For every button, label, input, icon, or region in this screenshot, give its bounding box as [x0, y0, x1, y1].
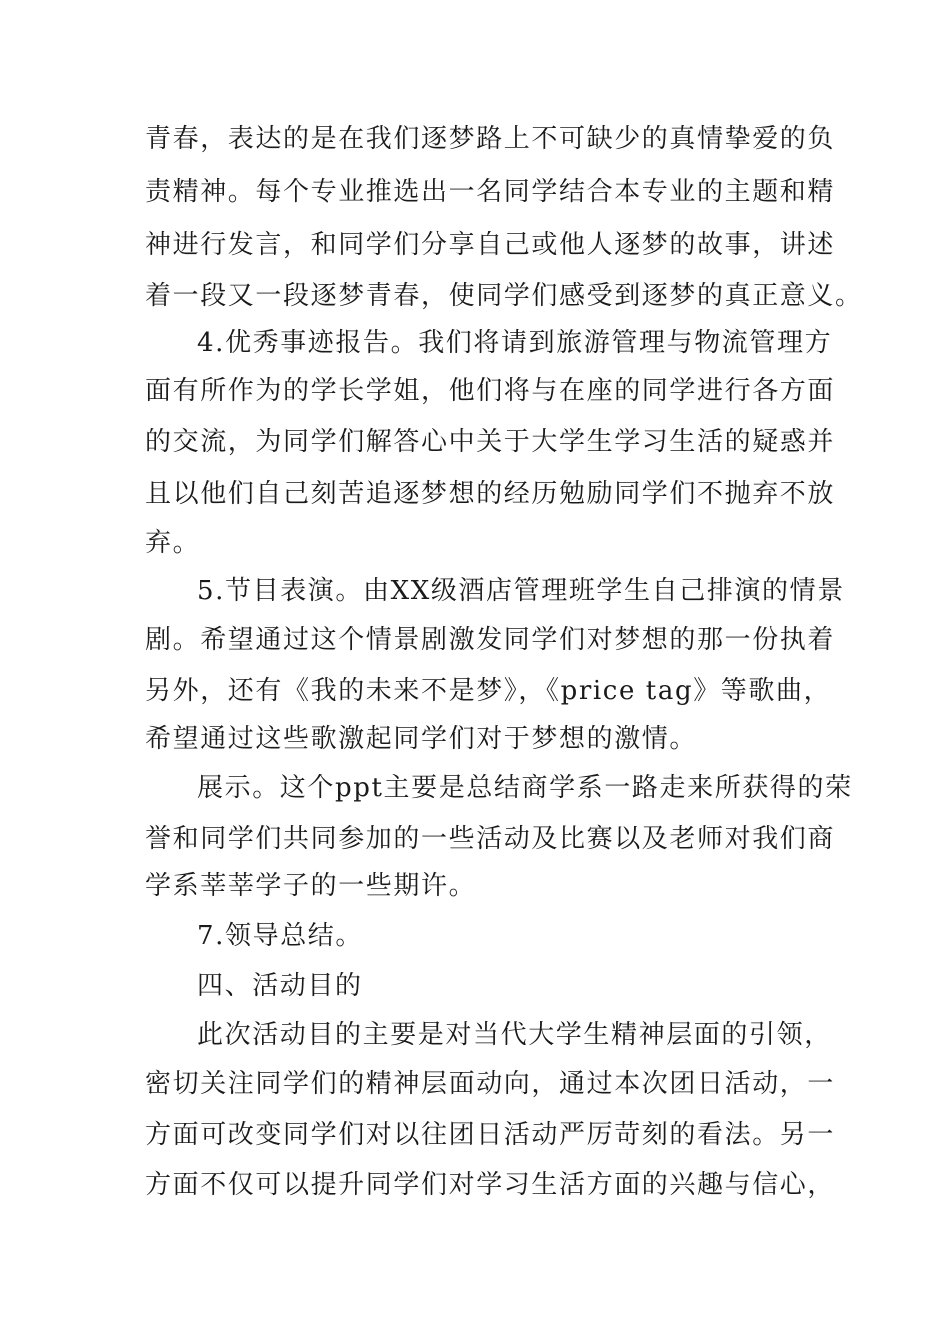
text-line: 青春，表达的是在我们逐梦路上不可缺少的真情挚爱的负 [145, 124, 836, 154]
text-line: 密切关注同学们的精神层面动向，通过本次团日活动，一 [145, 1069, 836, 1099]
text-line: 神进行发言，和同学们分享自己或他人逐梦的故事，讲述 [145, 230, 836, 260]
text-line: 的交流，为同学们解答心中关于大学生学习生活的疑惑并 [145, 427, 836, 457]
text-line: 希望通过这些歌激起同学们对于梦想的激情。 [145, 724, 698, 754]
paragraph-start-line: 5.节目表演。由XX级酒店管理班学生自己排演的情景 [197, 576, 845, 606]
text-line: 方面可改变同学们对以往团日活动严厉苛刻的看法。另一 [145, 1120, 836, 1150]
paragraph-start-line: 7.领导总结。 [197, 921, 364, 951]
text-line: 责精神。每个专业推选出一名同学结合本专业的主题和精 [145, 177, 836, 207]
text-line: 着一段又一段逐梦青春，使同学们感受到逐梦的真正意义。 [145, 281, 863, 311]
text-line: 剧。希望通过这个情景剧激发同学们对梦想的那一份执着 [145, 625, 836, 655]
text-line: 另外，还有《我的未来不是梦》，《price tag》等歌曲， [145, 676, 832, 706]
text-line: 学系莘莘学子的一些期许。 [145, 871, 477, 901]
text-line: 誉和同学们共同参加的一些活动及比赛以及老师对我们商 [145, 824, 836, 854]
text-line: 弃。 [145, 528, 201, 558]
text-line: 面有所作为的学长学姐，他们将与在座的同学进行各方面 [145, 376, 836, 406]
paragraph-start-line: 此次活动目的主要是对当代大学生精神层面的引领， [197, 1020, 832, 1050]
text-line: 方面不仅可以提升同学们对学习生活方面的兴趣与信心， [145, 1170, 836, 1200]
paragraph-start-line: 展示。这个ppt主要是总结商学系一路走来所获得的荣 [197, 773, 853, 803]
text-line: 且以他们自己刻苦追逐梦想的经历勉励同学们不抛弃不放 [145, 479, 836, 509]
paragraph-start-line: 4.优秀事迹报告。我们将请到旅游管理与物流管理方 [197, 328, 833, 358]
section-heading: 四、活动目的 [197, 971, 363, 1001]
